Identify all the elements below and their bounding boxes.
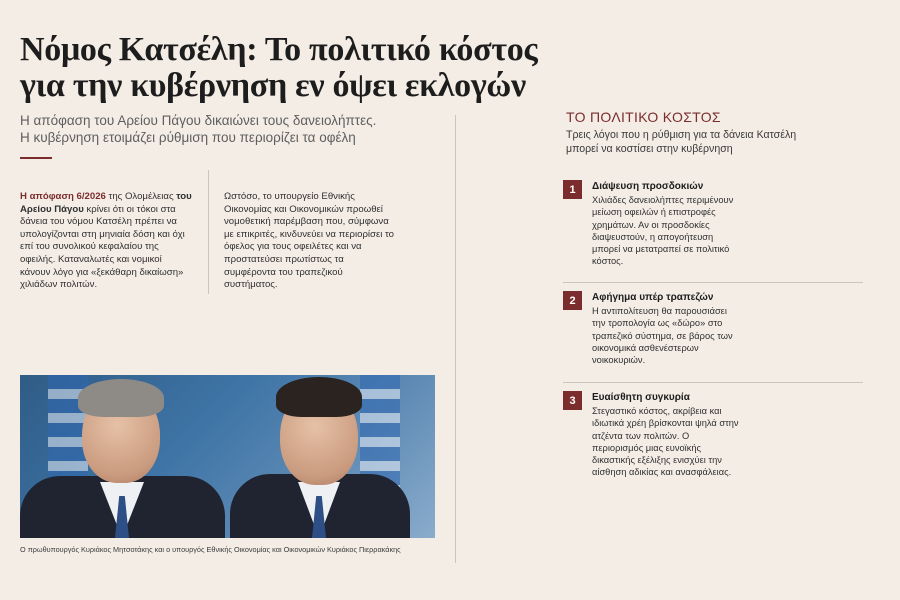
reason-divider (563, 282, 863, 283)
accent-rule (20, 157, 52, 159)
body-text-a: της Ολομέλειας (105, 191, 177, 202)
lead-decision: Η απόφαση 6/2026 (20, 191, 106, 202)
headline-line-2: για την κυβέρνηση εν όψει εκλογών (20, 67, 526, 104)
person-left (20, 375, 230, 538)
subhead-line-1: Η απόφαση του Αρείου Πάγου δικαιώνει τους δανειολήπτες. (20, 113, 377, 128)
article-photo (20, 375, 435, 538)
person-right (220, 375, 420, 538)
sidebar-subtitle: Τρεις λόγοι που η ρύθμιση για τα δάνεια Κατσέλη μπορεί να κοστίσει στην κυβέρνηση (566, 129, 797, 155)
reason-title: Ευαίσθητη συγκυρία (592, 392, 690, 403)
reason-text: Η αντιπολίτευση θα παρουσιάσει την τροπολογία ως «δώρο» στο τραπεζικό σύστημα, σε βάρος των οικονομικά ασθενέστερων νοικοκυριών. (592, 306, 733, 366)
reason-number-badge: 2 (563, 291, 582, 310)
reason-text: Στεγαστικό κόστος, ακρίβεια και ιδιωτικά χρέη βρίσκονται ψηλά στην ατζέντα των πολιτών. Ο περιορισμός μιας ευνοϊκής δικαστικής εξέλιξης ενισχύει την αίσθηση αδικίας και ανασφάλειας. (592, 406, 739, 478)
reason-divider (563, 382, 863, 383)
photo-caption: Ο πρωθυπουργός Κυριάκος Μητσοτάκης και ο υπουργός Εθνικής Οικονομίας και Οικονομικών Κυριάκος Πιερρακάκης (20, 545, 401, 554)
reason-number-badge: 3 (563, 391, 582, 410)
subhead-line-2: Η κυβέρνηση ετοιμάζει ρύθμιση που περιορίζει τα οφέλη (20, 130, 356, 145)
reason-text: Χιλιάδες δανειολήπτες περιμένουν μείωση οφειλών ή επιστροφές χρημάτων. Αν οι προσδοκίες διαψευστούν, η απογοήτευση μπορεί να μετατραπεί σε πολιτικό κόστος. (592, 195, 734, 267)
column-divider (208, 170, 209, 294)
body-column-2 (224, 191, 396, 292)
sidebar-title: ΤΟ ΠΟΛΙΤΙΚΟ ΚΟΣΤΟΣ (566, 109, 721, 125)
reason-title: Διάψευση προσδοκιών (592, 181, 704, 192)
body-column-1 (20, 191, 192, 292)
reason-number-badge: 1 (563, 180, 582, 199)
headline (20, 32, 550, 104)
sidebar-divider (455, 115, 456, 563)
reason-title: Αφήγημα υπέρ τραπεζών (592, 292, 714, 303)
lead-court: του Αρείου Πάγου (20, 191, 192, 215)
headline-line-1: Νόμος Κατσέλη: Το πολιτικό κόστος (20, 31, 538, 68)
body-text-b: κρίνει ότι οι τόκοι στα δάνεια του νόμου Κατσέλη πρέπει να υπολογίζονται στη μηνιαία δόση και όχι επί του συνολικού κεφαλαίου της οφειλής. Καταναλωτές και νομικοί κάνουν λόγο για «ξεκάθαρη δικαίωση» χιλιάδων πολιτών. (20, 203, 185, 291)
subheadline (20, 112, 440, 146)
body-text-c: Ωστόσο, το υπουργείο Εθνικής Οικονομίας και Οικονομικών προωθεί νομοθετική παρέμβαση που, σύμφωνα με επικριτές, κινδυνεύει να περιορίσει το όφελος για τους οφειλέτες και να προστατεύσει πρωτίστως τα συμφέροντα του τραπεζικού συστήματος. (224, 191, 395, 291)
